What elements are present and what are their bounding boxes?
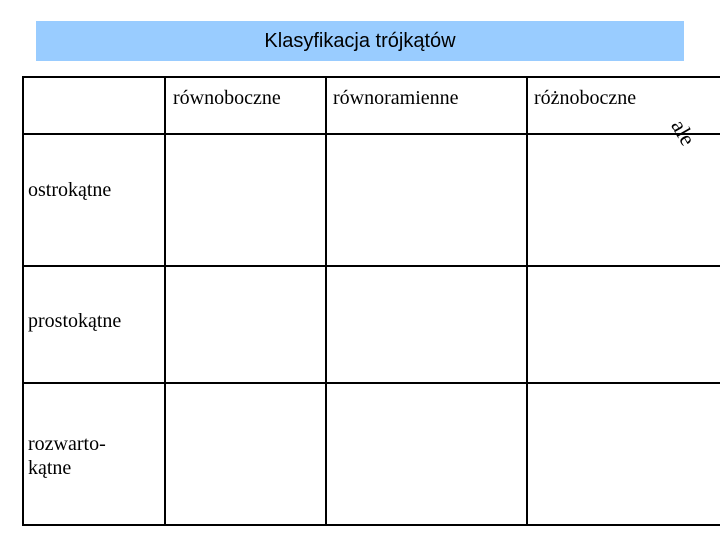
row-header-prostokatne: prostokątne bbox=[28, 310, 122, 332]
side-note: ale bbox=[666, 115, 701, 150]
grid-line-v1 bbox=[164, 76, 166, 526]
grid-line-h0 bbox=[22, 76, 720, 78]
column-header-rownoboczne: równoboczne bbox=[173, 87, 281, 109]
grid-line-h2 bbox=[22, 265, 720, 267]
grid-line-h3 bbox=[22, 382, 720, 384]
grid-line-h4 bbox=[22, 524, 720, 526]
title-bar bbox=[36, 21, 684, 61]
grid-line-v0 bbox=[22, 76, 24, 526]
column-header-rownoramienne: równoramienne bbox=[333, 87, 459, 109]
page-title: Klasyfikacja trójkątów bbox=[264, 29, 456, 52]
column-header-roznoboczne: różnoboczne bbox=[534, 87, 637, 109]
grid-line-v2 bbox=[325, 76, 327, 526]
row-header-ostrokatne: ostrokątne bbox=[28, 179, 112, 201]
row-header-rozwartokatne: rozwarto- kątne bbox=[28, 433, 106, 479]
grid-line-h1 bbox=[22, 133, 720, 135]
grid-line-v3 bbox=[526, 76, 528, 526]
